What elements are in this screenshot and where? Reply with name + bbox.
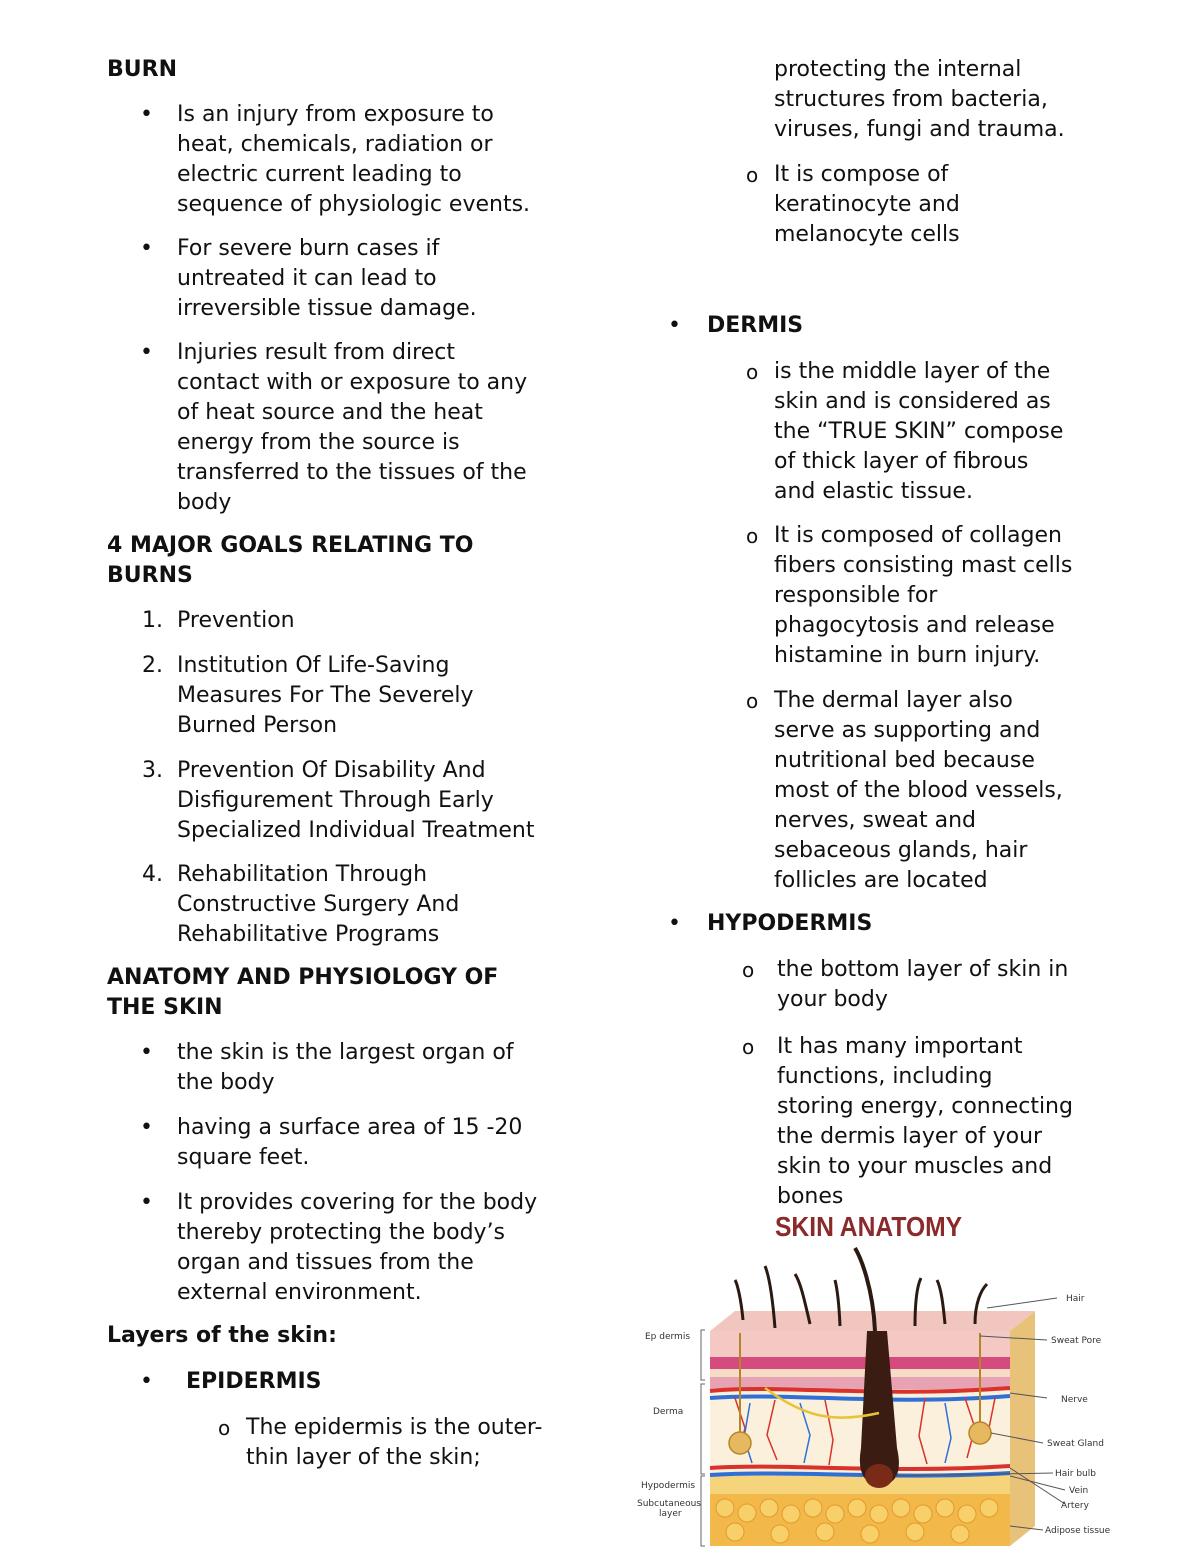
circle-bullet-icon: o (742, 1035, 755, 1059)
burn-bullet-2: For severe burn cases if untreated it can lead to irreversible tissue damage. (177, 236, 477, 321)
goals-heading: 4 MAJOR GOALS RELATING TO BURNS (107, 533, 474, 588)
burn-heading: BURN (107, 57, 177, 82)
bullet-icon: • (140, 1190, 153, 1215)
label-sweat-gland: Sweat Gland (1047, 1439, 1104, 1449)
bullet-icon: • (140, 340, 153, 365)
label-sweat-pore: Sweat Pore (1051, 1336, 1102, 1346)
bullet-icon: • (140, 1369, 153, 1394)
layers-heading: Layers of the skin: (107, 1323, 337, 1348)
label-hair: Hair (1066, 1294, 1085, 1304)
bullet-icon: • (140, 1040, 153, 1065)
epidermis-sub-1-continued: protecting the internal structures from bacteria, viruses, fungi and trauma. (774, 57, 1065, 142)
label-layer: layer (659, 1509, 682, 1519)
label-epidermis: Ep dermis (645, 1332, 691, 1342)
goal-item-2: Institution Of Life-Saving Measures For The Severely Burned Person (177, 653, 474, 738)
circle-bullet-icon: o (746, 163, 759, 187)
bullet-icon: • (668, 313, 681, 338)
bullet-icon: • (140, 236, 153, 261)
list-number: 3. (142, 758, 163, 783)
bullet-icon: • (140, 102, 153, 127)
circle-bullet-icon: o (218, 1416, 231, 1440)
goal-item-3: Prevention Of Disability And Disfigurement Through Early Specialized Individual Treatment (177, 758, 535, 843)
hypodermis-sub-2: It has many important functions, including storing energy, connecting the dermis layer of your skin to your muscles and bones (777, 1034, 1073, 1209)
label-hypodermis: Hypodermis (641, 1481, 696, 1491)
circle-bullet-icon: o (746, 360, 759, 384)
dermis-sub-1: is the middle layer of the skin and is considered as the “TRUE SKIN” compose of thick layer of fibrous and elastic tissue. (774, 359, 1064, 504)
epidermis-sub-2: It is compose of keratinocyte and melanocyte cells (774, 162, 960, 247)
list-number: 2. (142, 653, 163, 678)
list-number: 4. (142, 862, 163, 887)
circle-bullet-icon: o (746, 524, 759, 548)
skin-anatomy-illustration (625, 1208, 1125, 1548)
burn-bullet-3: Injuries result from direct contact with or exposure to any of heat source and the heat energy from the source is transferred to the tissues of the body (177, 340, 528, 515)
anatomy-heading: ANATOMY AND PHYSIOLOGY OF THE SKIN (107, 965, 499, 1020)
label-vein: Vein (1069, 1486, 1089, 1496)
label-dermis: Derma (653, 1407, 684, 1417)
label-hair-bulb: Hair bulb (1055, 1469, 1096, 1479)
epidermis-sub-1: The epidermis is the outer- thin layer of the skin; (246, 1415, 543, 1470)
figure-title: SKIN ANATOMY (775, 1211, 963, 1242)
anatomy-bullet-3: It provides covering for the body thereby protecting the body’s organ and tissues from the external environment. (177, 1190, 538, 1305)
circle-bullet-icon: o (746, 689, 759, 713)
dermis-sub-3: The dermal layer also serve as supporting and nutritional bed because most of the blood vessels, nerves, sweat and sebaceous glands, hair follicles are located (774, 688, 1063, 893)
anatomy-bullet-2: having a surface area of 15 -20 square feet. (177, 1115, 523, 1170)
circle-bullet-icon: o (742, 958, 755, 982)
hypodermis-title: HYPODERMIS (707, 911, 873, 936)
hypodermis-sub-1: the bottom layer of skin in your body (777, 957, 1069, 1012)
skin-anatomy-figure (625, 1208, 1125, 1548)
epidermis-title: EPIDERMIS (186, 1369, 322, 1394)
bullet-icon: • (668, 911, 681, 936)
list-number: 1. (142, 608, 163, 633)
goal-item-4: Rehabilitation Through Constructive Surgery And Rehabilitative Programs (177, 862, 460, 947)
anatomy-bullet-1: the skin is the largest organ of the body (177, 1040, 514, 1095)
label-artery: Artery (1061, 1501, 1089, 1511)
goal-item-1: Prevention (177, 608, 295, 633)
burn-bullet-1: Is an injury from exposure to heat, chemicals, radiation or electric current leading to sequence of physiologic events. (177, 102, 531, 217)
dermis-sub-2: It is composed of collagen fibers consisting mast cells responsible for phagocytosis and release histamine in burn injury. (774, 523, 1073, 668)
label-subcutaneous: Subcutaneous (637, 1499, 701, 1509)
label-nerve: Nerve (1061, 1395, 1088, 1405)
label-adipose-tissue: Adipose tissue (1045, 1526, 1111, 1536)
bullet-icon: • (140, 1115, 153, 1140)
dermis-title: DERMIS (707, 313, 804, 338)
